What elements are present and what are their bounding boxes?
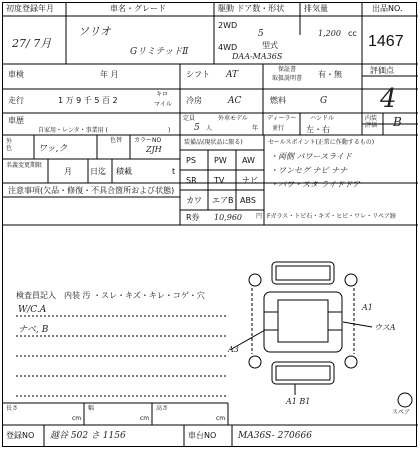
shift-value: AT (226, 70, 239, 80)
inspector-line-1: W/C.A (18, 305, 47, 315)
ext-color-value: ワッ,ク (38, 144, 68, 154)
first-reg-label: 初度登録年月 (6, 4, 54, 13)
diagram-mark-left: A3 (228, 345, 239, 354)
mileage-unit-mile: マイル (154, 101, 172, 108)
equip-abs: ABS (240, 196, 256, 205)
drive-4wd: 4WD (218, 43, 238, 52)
sales-point-label: セールスポイント(正常に作動するもの) (268, 139, 375, 146)
capacity-value: 5 (194, 123, 200, 133)
warranty-sub: 取扱説明書 (272, 75, 303, 82)
length-unit: cm (72, 415, 82, 422)
dealer-value: 並行 (272, 125, 285, 132)
lot-number: 1467 (368, 33, 404, 50)
type-label: 型式 (262, 41, 278, 50)
score-value: 4 (380, 84, 397, 114)
capacity-unit: 人 (206, 125, 213, 132)
equip-sr: SR (186, 176, 197, 185)
history-close: ) (168, 127, 171, 134)
inspector-label: 検査員記入 (16, 291, 56, 300)
mileage-unit-km: キロ (156, 91, 169, 98)
dealer-label: ディーラー (267, 115, 297, 122)
inspection-label: 車検 (8, 70, 24, 79)
equip-aw: AW (242, 156, 255, 165)
interior-label: 内装評価 (365, 115, 378, 129)
color-change-label: 色替 (110, 137, 123, 144)
displacement-value: 1,200 (318, 29, 341, 38)
inspector-options: 内装 汚 ・スレ・キズ・キレ・コゲ・穴 (64, 291, 205, 300)
export-label: 外車モデル (218, 115, 248, 122)
ac-label: 冷房 (186, 96, 202, 105)
reg-no-value: 越谷 502 さ 1156 (50, 431, 126, 441)
chassis-label: 車台NO (188, 431, 217, 440)
diagram-mark-right: ウスA (374, 323, 396, 332)
recycle-label: R券 (186, 213, 200, 222)
width-label: 幅 (88, 405, 95, 412)
model-name: ソリオ (78, 25, 111, 38)
doors-value: 5 (258, 29, 264, 39)
color-no-value: ZJH (146, 145, 162, 154)
export-unit: 年 (252, 125, 259, 132)
sales-point-2: ・ワンセグ ナビ ナナ (270, 166, 348, 175)
warranty-label: 保証書 (278, 66, 297, 73)
warranty-options: 有・無 (318, 70, 342, 79)
type-value: DAA-MA36S (232, 52, 283, 61)
height-label: 高さ (156, 405, 169, 412)
notes-label: 注意事項(欠品・修復・不具合箇所および状態) (8, 186, 175, 195)
spare-label: スペア (392, 409, 411, 416)
month-label: 月 (64, 167, 72, 176)
color-no-label: カラーNO (134, 137, 162, 144)
lot-label: 出品NO. (372, 4, 403, 13)
interior-value: B (393, 115, 402, 129)
history-label: 車歴 (8, 116, 24, 125)
displacement-unit: cc (348, 29, 357, 38)
diagram-mark-bottom: A1 B1 (286, 397, 311, 406)
day-label: 日迄 (90, 167, 106, 176)
chassis-value: MA36S- 270666 (238, 431, 312, 441)
mileage-label: 走行 (8, 96, 24, 105)
glass-options: Fガラス・トビ石・キズ・ヒビ・ワレ・リペア跡 (267, 213, 397, 220)
equip-pw: PW (214, 156, 227, 165)
history-options: 自家用・レンタ・事業用 ( (38, 127, 108, 134)
width-unit: cm (140, 415, 150, 422)
recycle-value: 10,960 (214, 213, 242, 222)
equip-label: 装備品(現状品に限る) (184, 139, 243, 146)
equip-kawa: カワ (186, 196, 202, 205)
inspector-line-2: ナベ, B (18, 325, 49, 335)
load-unit: t (172, 167, 176, 176)
sales-point-3: ・パワ・スタ ライドドア (270, 180, 361, 189)
sales-point-1: ・両側 パワースライド (270, 152, 352, 161)
capacity-label: 定員 (183, 115, 196, 122)
grade: GリミテッドⅡ (130, 47, 189, 57)
fuel-value: G (320, 96, 328, 106)
recycle-unit: 円 (256, 213, 263, 220)
title-change-label: 名義変更期限 (6, 162, 43, 169)
shift-label: シフト (186, 70, 210, 79)
inspection-value: 年 月 (100, 70, 119, 79)
first-reg-value: 27/ 7月 (12, 37, 52, 50)
equip-navi: ナビ (242, 176, 258, 185)
equip-tv: TV (214, 176, 225, 185)
reg-no-label: 登録NO (6, 431, 35, 440)
score-label: 評価点 (370, 66, 394, 75)
ext-color-label: 外色 (6, 138, 13, 152)
load-label: 積載 (116, 167, 132, 176)
model-grade-label: 車名・グレード (110, 4, 166, 13)
handle-label: ハンドル (310, 115, 335, 122)
car-diagram (230, 262, 412, 407)
handle-value: 左・右 (306, 125, 330, 134)
length-label: 長さ (6, 405, 19, 412)
diagram-mark-top-right: A1 (362, 303, 373, 312)
displacement-label: 排気量 (304, 4, 328, 13)
ac-value: AC (228, 96, 242, 106)
equip-airbag: エアB (212, 196, 234, 205)
fuel-label: 燃料 (270, 96, 286, 105)
drive-2wd: 2WD (218, 21, 238, 30)
height-unit: cm (216, 415, 226, 422)
equip-ps: PS (186, 156, 196, 165)
mileage-value: 1 万 9 千 5 百 2 (58, 96, 118, 105)
drive-doors-label: 駆動 ドア数・形状 (218, 4, 285, 13)
